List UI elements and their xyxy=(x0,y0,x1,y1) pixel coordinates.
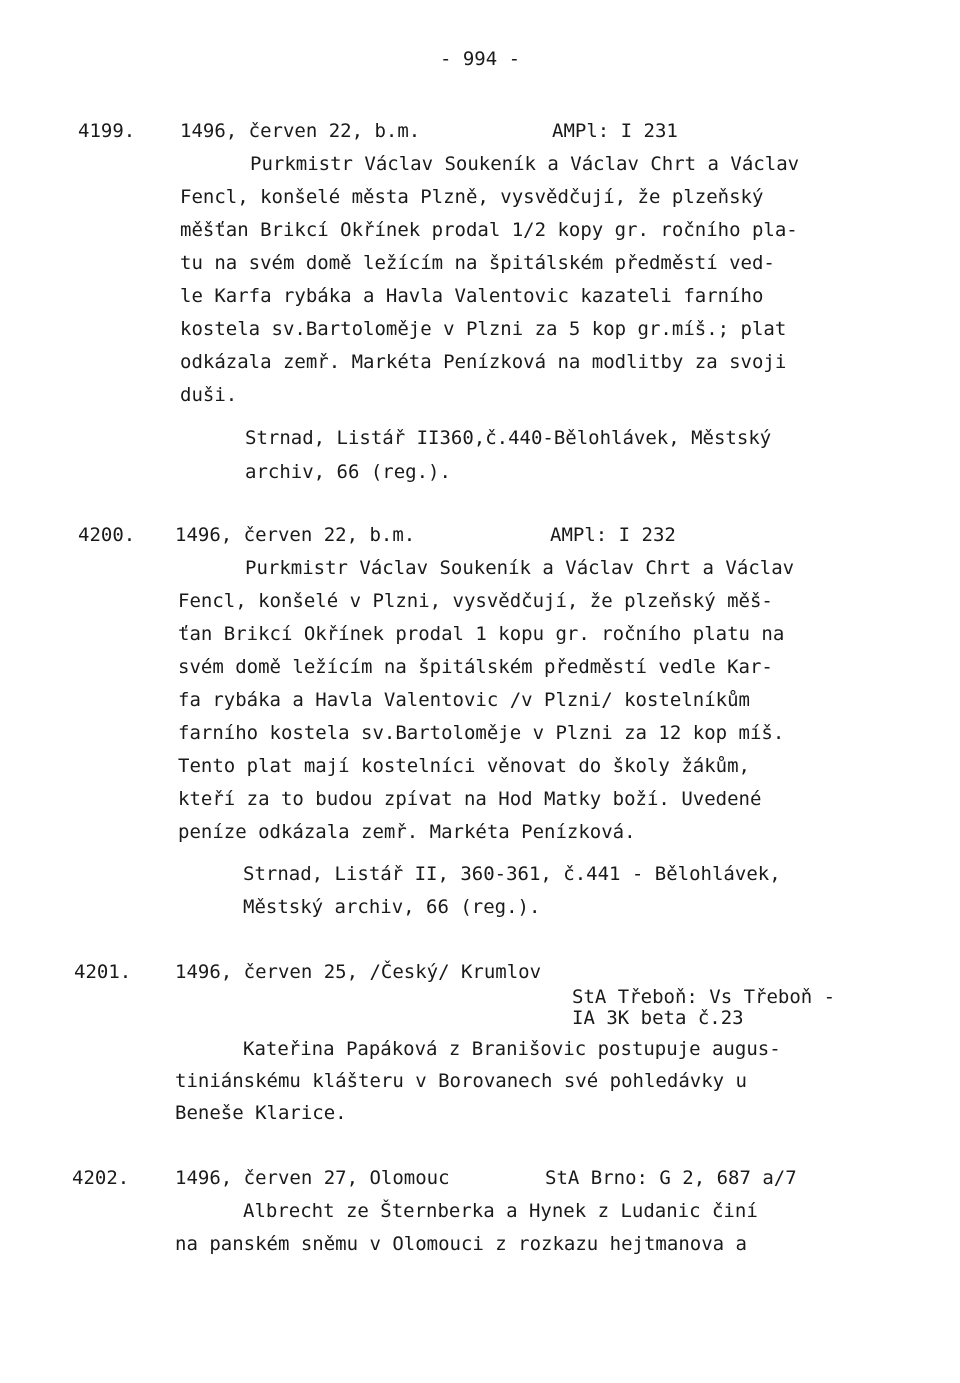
entry-header: 1496, červen 22, b.m. xyxy=(175,524,416,546)
entry-number: 4201. xyxy=(74,961,132,983)
source-line: archiv, 66 (reg.). xyxy=(245,461,451,483)
entry-header: 1496, červen 27, Olomouc xyxy=(175,1167,450,1189)
text-line: ťan Brikcí Okřínek prodal 1 kopu gr. ročního platu na xyxy=(178,623,785,645)
archive-reference: AMPl: I 231 xyxy=(552,120,678,142)
entry-number: 4202. xyxy=(72,1167,130,1189)
text-line: Purkmistr Václav Soukeník a Václav Chrt a Václav xyxy=(245,557,795,579)
text-line: Purkmistr Václav Soukeník a Václav Chrt a Václav xyxy=(250,153,800,175)
text-line: Albrecht ze Šternberka a Hynek z Ludanic činí xyxy=(243,1200,758,1222)
text-line: tiniánskému klášteru v Borovanech své pohledávky u xyxy=(175,1070,747,1092)
text-line: kostela sv.Bartoloměje v Plzni za 5 kop gr.míš.; plat xyxy=(180,318,787,340)
text-line: Fencl, konšelé v Plzni, vysvědčují, že plzeňský měš- xyxy=(178,590,773,612)
archive-reference: IA 3K beta č.23 xyxy=(572,1007,744,1029)
entry-number: 4200. xyxy=(78,524,136,546)
text-line: kteří za to budou zpívat na Hod Matky boží. Uvedené xyxy=(178,788,762,810)
page-number: - 994 - xyxy=(439,48,521,70)
text-line: na panském sněmu v Olomouci z rozkazu hejtmanova a xyxy=(175,1233,747,1255)
text-line: odkázala zemř. Markéta Penízková na modlitby za svoji xyxy=(180,351,787,373)
archive-reference: AMPl: I 232 xyxy=(550,524,676,546)
entry-number: 4199. xyxy=(78,120,136,142)
entry-header: 1496, červen 25, /Český/ Krumlov xyxy=(175,961,542,983)
text-line: Fencl, konšelé města Plzně, vysvědčují, že plzeňský xyxy=(180,186,764,208)
text-line: peníze odkázala zemř. Markéta Penízková. xyxy=(178,821,636,843)
source-line: Strnad, Listář II, 360-361, č.441 - Bělohlávek, xyxy=(243,863,781,885)
text-line: duši. xyxy=(180,384,238,406)
text-line: le Karfa rybáka a Havla Valentovic kazateli farního xyxy=(180,285,764,307)
text-line: farního kostela sv.Bartoloměje v Plzni za 12 kop míš. xyxy=(178,722,785,744)
entry-header: 1496, červen 22, b.m. xyxy=(180,120,421,142)
text-line: Kateřina Papáková z Branišovic postupuje augus- xyxy=(243,1038,781,1060)
text-line: tu na svém domě ležícím na špitálském předměstí ved- xyxy=(180,252,775,274)
source-line: Městský archiv, 66 (reg.). xyxy=(243,896,541,918)
text-line: Beneše Klarice. xyxy=(175,1102,347,1124)
text-line: Tento plat mají kostelníci věnovat do školy žákům, xyxy=(178,755,750,777)
text-line: měšťan Brikcí Okřínek prodal 1/2 kopy gr. ročního pla- xyxy=(180,219,798,241)
archive-reference: StA Třeboň: Vs Třeboň - xyxy=(572,986,836,1008)
text-line: svém domě ležícím na špitálském předměstí vedle Kar- xyxy=(178,656,773,678)
archive-reference: StA Brno: G 2, 687 a/7 xyxy=(545,1167,797,1189)
text-line: fa rybáka a Havla Valentovic /v Plzni/ kostelníkům xyxy=(178,689,750,711)
source-line: Strnad, Listář II360,č.440-Bělohlávek, Městský xyxy=(245,427,772,449)
